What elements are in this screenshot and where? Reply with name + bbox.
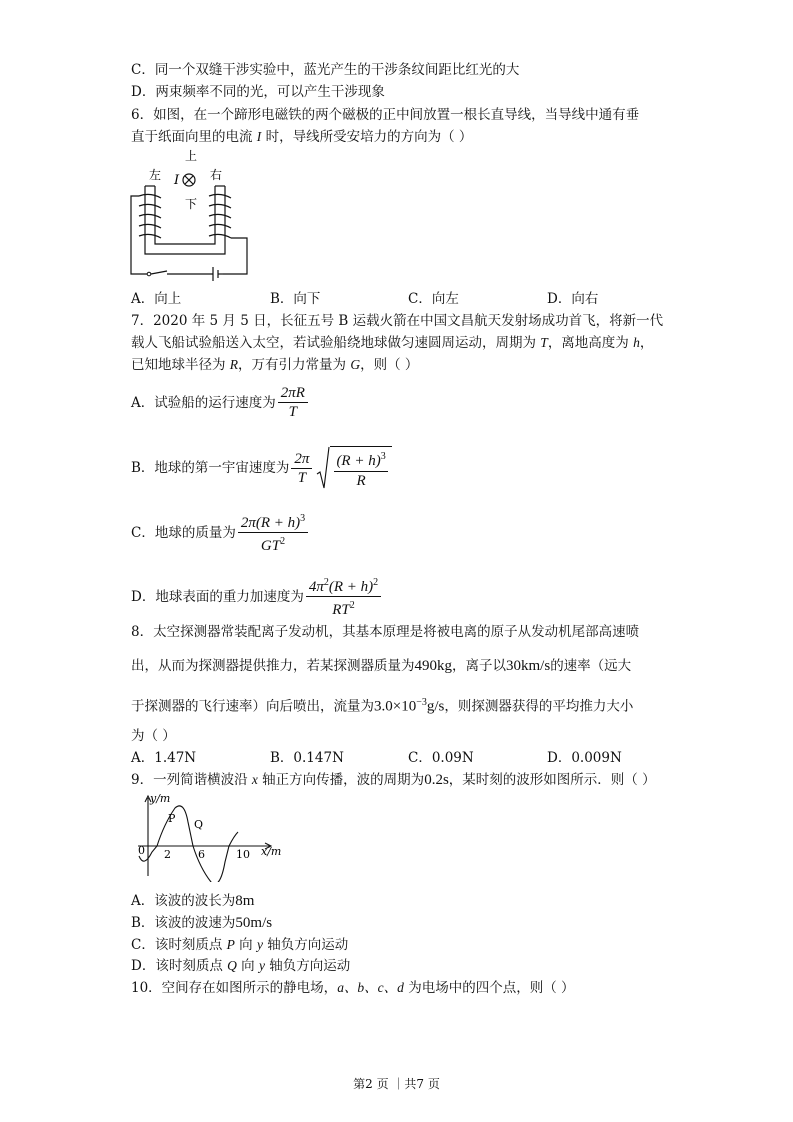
label-right: 右 — [210, 168, 223, 182]
radical-sign-icon — [316, 446, 330, 490]
q7-stem-line1: 7．2020 年 5 月 5 日，长征五号 B 运载火箭在中国文昌航天发射场成功首飞，将新一代 — [131, 313, 664, 329]
origin-label: 0 — [138, 844, 145, 857]
q7c-formula: $\frac{2\pi(R + h)^3}{GT^2}$ — [238, 510, 308, 555]
q7-option-d: D．地球表面的重力加速度为 $\frac{4\pi^2(R + h)^2}{RT^2}$ — [131, 574, 383, 619]
q7-stem-line2: 载人飞船试验船送入太空，若试验船绕地球做匀速圆周运动，周期为 T，离地高度为 h， — [131, 335, 654, 351]
q9-wave-figure — [130, 792, 290, 882]
label-current: I — [174, 173, 180, 188]
q8-option-a: A．1.47N — [131, 750, 197, 766]
q9-option-a: A．该波的波长为8m — [131, 893, 255, 909]
q6-option-d: D．向右 — [547, 291, 599, 307]
q8-stem-line1: 8．太空探测器常装配离子发动机，其基本原理是将被电离的原子从发动机尾部高速喷 — [131, 624, 640, 640]
q8-option-b: B．0.147N — [270, 750, 344, 766]
q10-stem: 10．空间存在如图所示的静电场，a、b、c、d 为电场中的四个点，则（ ） — [131, 980, 575, 996]
q8-option-c: C．0.09N — [408, 750, 474, 766]
point-p-label: P — [168, 812, 176, 825]
page-footer: 第2 页 ｜共7 页 — [353, 1077, 440, 1091]
q6-stem-line2: 直于纸面向里的电流 I 时，导线所受安培力的方向为（ ） — [131, 129, 473, 145]
q6-stem-line1: 6．如图，在一个蹄形电磁铁的两个磁极的正中间放置一根长直导线，当导线中通有垂 — [131, 107, 640, 123]
x-axis-label: x/m — [261, 845, 282, 858]
q7b-fraction: $\frac{2\pi}{T}$ — [291, 450, 312, 487]
q9-option-d: D．该时刻质点 Q 向 y 轴负方向运动 — [131, 958, 351, 974]
q7-option-c: C．地球的质量为 $\frac{2\pi(R + h)^3}{GT^2}$ — [131, 510, 310, 555]
q8-option-d: D．0.009N — [547, 750, 622, 766]
q9-stem: 9．一列简谐横波沿 x 轴正方向传播，波的周期为0.2s，某时刻的波形如图所示．则（ ） — [131, 772, 656, 788]
q7b-radical: $(R + h)^3$ R — [316, 446, 391, 490]
label-up: 上 — [185, 149, 198, 163]
point-q-label: Q — [194, 818, 204, 831]
q7-option-a: A．试验船的运行速度为 $\frac{2\pi R}{T}$ — [131, 384, 310, 421]
tick-10: 10 — [236, 848, 250, 861]
q6-electromagnet-figure — [125, 146, 255, 286]
q5-option-c: C．同一个双缝干涉实验中，蓝光产生的干涉条纹间距比红光的大 — [131, 62, 520, 78]
tick-6: 6 — [198, 848, 205, 861]
q8-stem-line4: 为（ ） — [131, 728, 176, 744]
q9-option-c: C．该时刻质点 P 向 y 轴负方向运动 — [131, 937, 349, 953]
q6-option-c: C．向左 — [408, 291, 459, 307]
label-down: 下 — [185, 197, 198, 211]
q6-option-b: B．向下 — [270, 291, 321, 307]
q6-option-a: A．向上 — [131, 291, 182, 307]
q8-stem-line3: 于探测器的飞行速率）向后喷出，流量为$3.0\times 10^{-3}g/s$，则探测器获得的平均推力大小 — [131, 697, 634, 715]
q9-option-b: B．该波的波速为50m/s — [131, 915, 273, 931]
q7a-formula: $\frac{2\pi R}{T}$ — [278, 384, 308, 421]
q5-option-d: D．两束频率不同的光，可以产生干涉现象 — [131, 84, 385, 100]
q8-stem-line2: 出，从而为探测器提供推力，若某探测器质量为490kg，离子以30km/s的速率（远大 — [131, 658, 632, 674]
q7d-formula: $\frac{4\pi^2(R + h)^2}{RT^2}$ — [306, 574, 381, 619]
y-axis-label: y/m — [150, 792, 171, 805]
tick-2: 2 — [164, 848, 171, 861]
q7-option-b: B．地球的第一宇宙速度为 $\frac{2\pi}{T}$ $(R + h)^3$ R — [131, 446, 392, 490]
q7-stem-line3: 已知地球半径为 R，万有引力常量为 G，则（ ） — [131, 357, 419, 373]
label-left: 左 — [149, 168, 162, 182]
